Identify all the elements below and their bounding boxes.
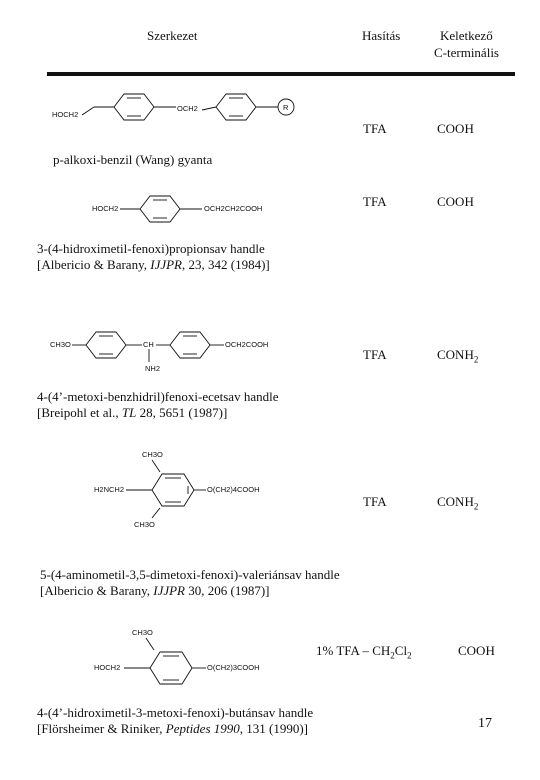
label-hoch2: HOCH2 — [92, 204, 119, 213]
label-o-ch2-4-cooh: O(CH2)4COOH — [207, 485, 260, 494]
header-terminal-line1: Keletkező — [440, 28, 493, 43]
row5-product: COOH — [458, 643, 495, 658]
label-och2cooh: OCH2COOH — [225, 340, 269, 349]
header-structure: Szerkezet — [147, 28, 198, 43]
row1-product: COOH — [437, 121, 474, 136]
row3-caption-line2: [Breipohl et al., TL 28, 5651 (1987)] — [37, 405, 228, 420]
label-och2: OCH2 — [177, 104, 198, 113]
label-nh2: NH2 — [145, 364, 161, 373]
row2-cleavage: TFA — [363, 194, 387, 209]
row2-product: COOH — [437, 194, 474, 209]
row2-caption-line2: [Albericio & Barany, IJJPR, 23, 342 (1984)] — [37, 257, 270, 272]
label-ch: CH — [143, 340, 154, 349]
label-ch3o-top: CH3O — [132, 628, 153, 637]
header-divider — [47, 72, 515, 76]
structure-wang-resin — [50, 88, 310, 138]
structure-hmpb-linker — [92, 624, 292, 690]
label-ch3o-top: CH3O — [142, 450, 163, 459]
row4-product: $CONH_2$ — [437, 494, 479, 512]
label-ch3o-bottom: CH3O — [134, 520, 155, 529]
label-o-ch2-3-cooh: O(CH2)3COOH — [207, 663, 260, 672]
header-cleavage: Hasítás — [362, 28, 401, 43]
label-och2ch2cooh: OCH2CH2COOH — [204, 204, 263, 213]
label-hoch2: HOCH2 — [52, 110, 79, 119]
header-terminal-line2: C-terminális — [434, 45, 499, 60]
page-number: 17 — [478, 716, 492, 731]
row4-caption-line1: 5-(4-aminometil-3,5-dimetoxi-fenoxi)-valeriánsav handle — [40, 567, 340, 582]
resin-bead-label: R — [283, 103, 289, 112]
label-ch3o: CH3O — [50, 340, 71, 349]
row5-caption-line1: 4-(4’-hidroximetil-3-metoxi-fenoxi)-butánsav handle — [37, 705, 314, 720]
row1-cleavage: TFA — [363, 121, 387, 136]
structure-benzhydryl — [48, 318, 288, 374]
row2-caption-line1: 3-(4-hidroximetil-fenoxi)propionsav handle — [37, 241, 265, 256]
row3-cleavage: TFA — [363, 347, 387, 362]
row3-product: $CONH_2$ — [437, 347, 479, 365]
label-h2nch2: H2NCH2 — [94, 485, 125, 494]
row1-caption: p-alkoxi-benzil (Wang) gyanta — [53, 152, 213, 167]
row4-cleavage: TFA — [363, 494, 387, 509]
row5-cleavage: 1% TFA – $CH_2Cl_2$ — [316, 643, 412, 661]
row4-caption-line2: [Albericio & Barany, IJJPR 30, 206 (1987)] — [40, 583, 270, 598]
row5-caption-line2: [Flörsheimer & Riniker, Peptides 1990, 131 (1990)] — [37, 721, 309, 736]
row3-caption-line1: 4-(4’-metoxi-benzhidril)fenoxi-ecetsav handle — [37, 389, 279, 404]
structure-pal-linker — [92, 448, 282, 534]
structure-hmpa-propionic — [90, 186, 290, 232]
label-hoch2: HOCH2 — [94, 663, 121, 672]
